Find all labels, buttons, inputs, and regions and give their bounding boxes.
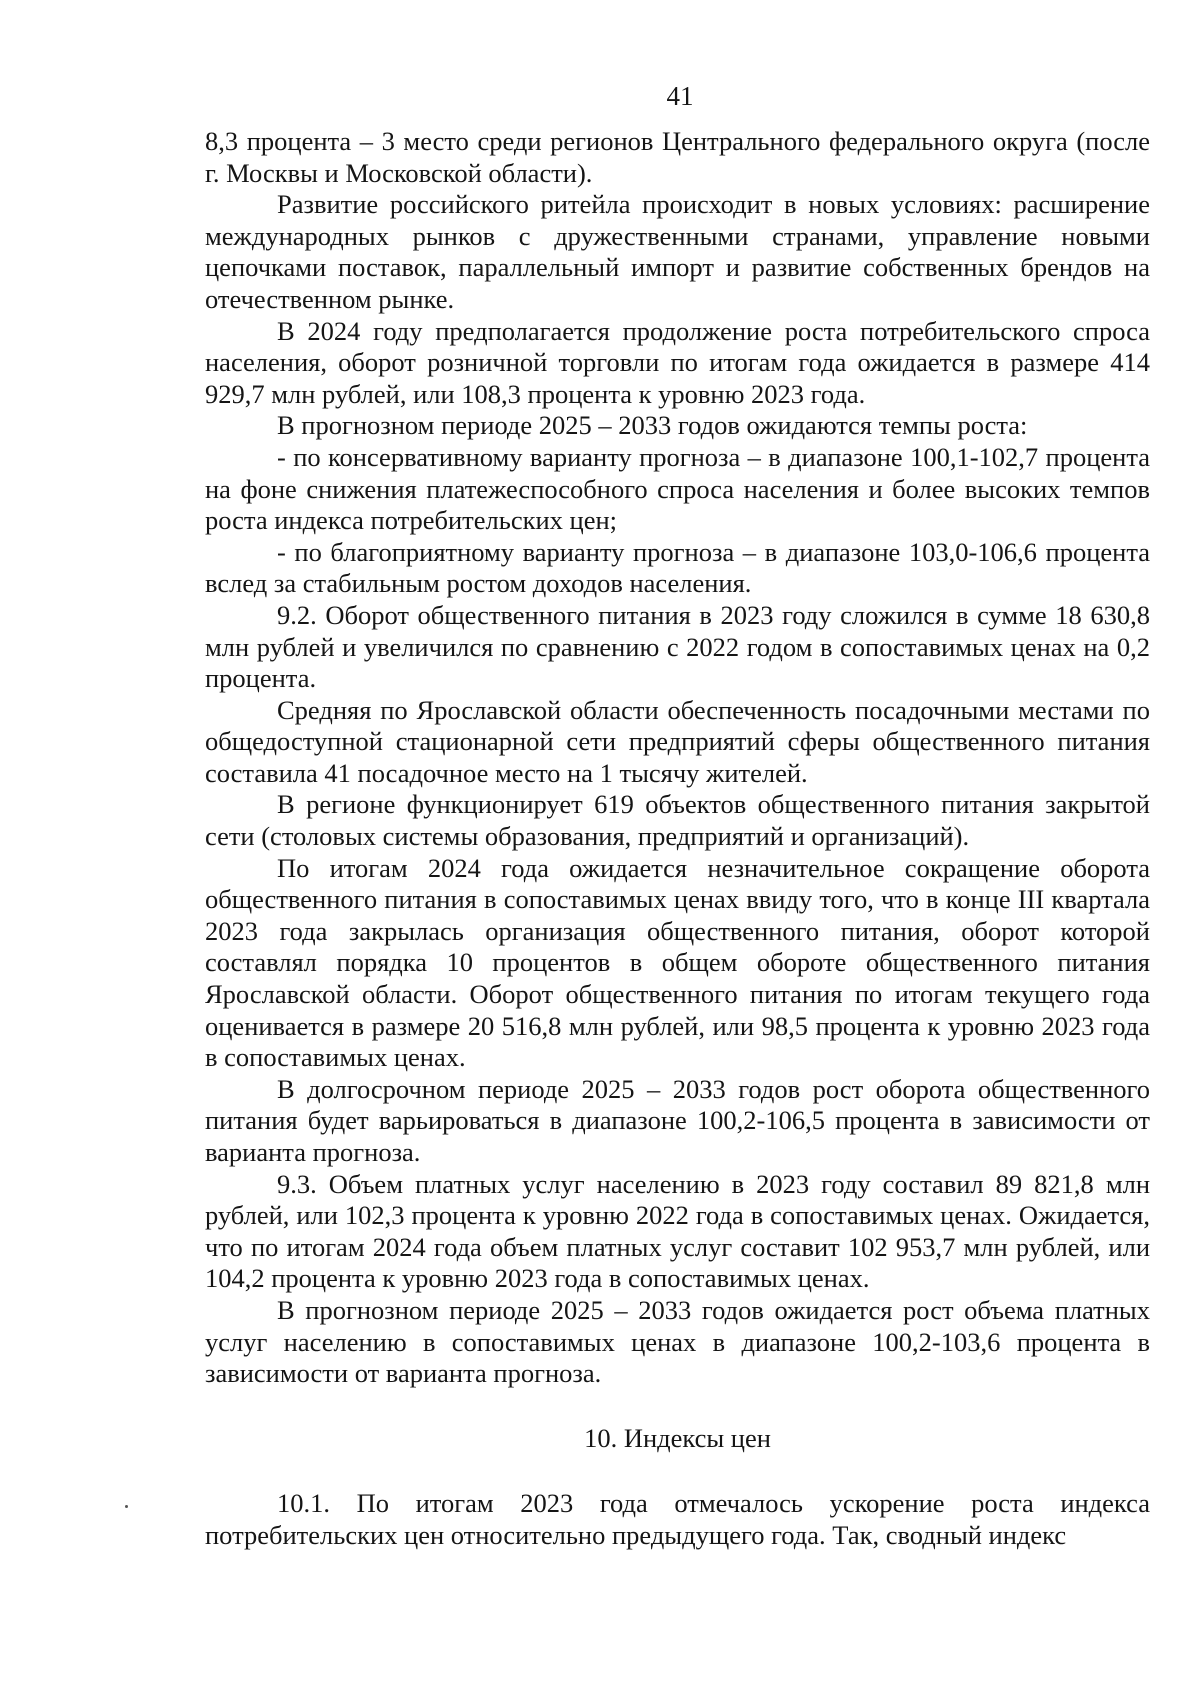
paragraph-9-3-paid-services: 9.3. Объем платных услуг населению в 2023 году составил 89 821,8 млн рублей, или 102,3 процента к уровню 2022 года в сопоставимых ценах. Ожидается, что по итогам 2024 года объем платных услуг составит 102 953,7 млн рублей, или 104,2 процента к уровню 2023 года в сопоставимых ценах. [205, 1168, 1150, 1294]
paragraph-continuation: 8,3 процента – 3 место среди регионов Центрального федерального округа (после г. Москвы и Московской области). [205, 126, 1150, 188]
document-body [205, 126, 1150, 1552]
scan-speck [125, 1505, 128, 1508]
paragraph-retail-2024: В 2024 году предполагается продолжение роста потребительского спроса населения, оборот розничной торговли по итогам года ожидается в размере 414 929,7 млн рублей, или 108,3 процента к уровню 2023 года. [205, 315, 1150, 409]
list-item-conservative: - по консервативному варианту прогноза – в диапазоне 100,1-102,7 процента на фоне снижения платежеспособного спроса населения и более высоких темпов роста индекса потребительских цен; [205, 441, 1150, 536]
paragraph-forecast-intro: В прогнозном периоде 2025 – 2033 годов ожидаются темпы роста: [277, 410, 1028, 441]
paragraph-retail-development: Развитие российского ритейла происходит в новых условиях: расширение международных рынков с дружественными странами, управление новыми цепочками поставок, параллельный импорт и развитие собственных брендов на отечественном рынке. [205, 189, 1150, 314]
page-number: 41 [666, 81, 694, 111]
section-heading: 10. Индексы цен [584, 1422, 771, 1453]
paragraph-catering-2024: По итогам 2024 года ожидается незначительное сокращение оборота общественного питания в сопоставимых ценах ввиду того, что в конце III квартала 2023 года закрылась организация общественного питания, оборот которой составлял порядка 10 процентов в общем обороте общественного питания Ярославской области. Оборот общественного питания по итогам текущего года оценивается в размере 20 516,8 млн рублей, или 98,5 процента к уровню 2023 года в сопоставимых ценах. [205, 852, 1150, 1073]
paragraph-10-1-price-index: 10.1. По итогам 2023 года отмечалось ускорение роста индекса потребительских цен относительно предыдущего года. Так, сводный индекс [205, 1488, 1150, 1550]
paragraph-catering-longterm: В долгосрочном периоде 2025 – 2033 годов рост оборота общественного питания будет варьироваться в диапазоне 100,2-106,5 процента в зависимости от варианта прогноза. [205, 1073, 1150, 1167]
paragraph-seating: Средняя по Ярославской области обеспеченность посадочными местами по общедоступной стационарной сети предприятий сферы общественного питания составила 41 посадочное место на 1 тысячу жителей. [205, 694, 1150, 788]
paragraph-closed-network: В регионе функционирует 619 объектов общественного питания закрытой сети (столовых системы образования, предприятий и организаций). [205, 789, 1150, 852]
paragraph-paid-services-forecast: В прогнозном периоде 2025 – 2033 годов ожидается рост объема платных услуг населению в сопоставимых ценах в диапазоне 100,2-103,6 процента в зависимости от варианта прогноза. [205, 1294, 1150, 1389]
paragraph-9-2-catering: 9.2. Оборот общественного питания в 2023 году сложился в сумме 18 630,8 млн рублей и увеличился по сравнению с 2022 годом в сопоставимых ценах на 0,2 процента. [205, 599, 1150, 694]
list-item-favorable: - по благоприятному варианту прогноза – в диапазоне 103,0-106,6 процента вслед за стабильным ростом доходов населения. [205, 536, 1150, 599]
